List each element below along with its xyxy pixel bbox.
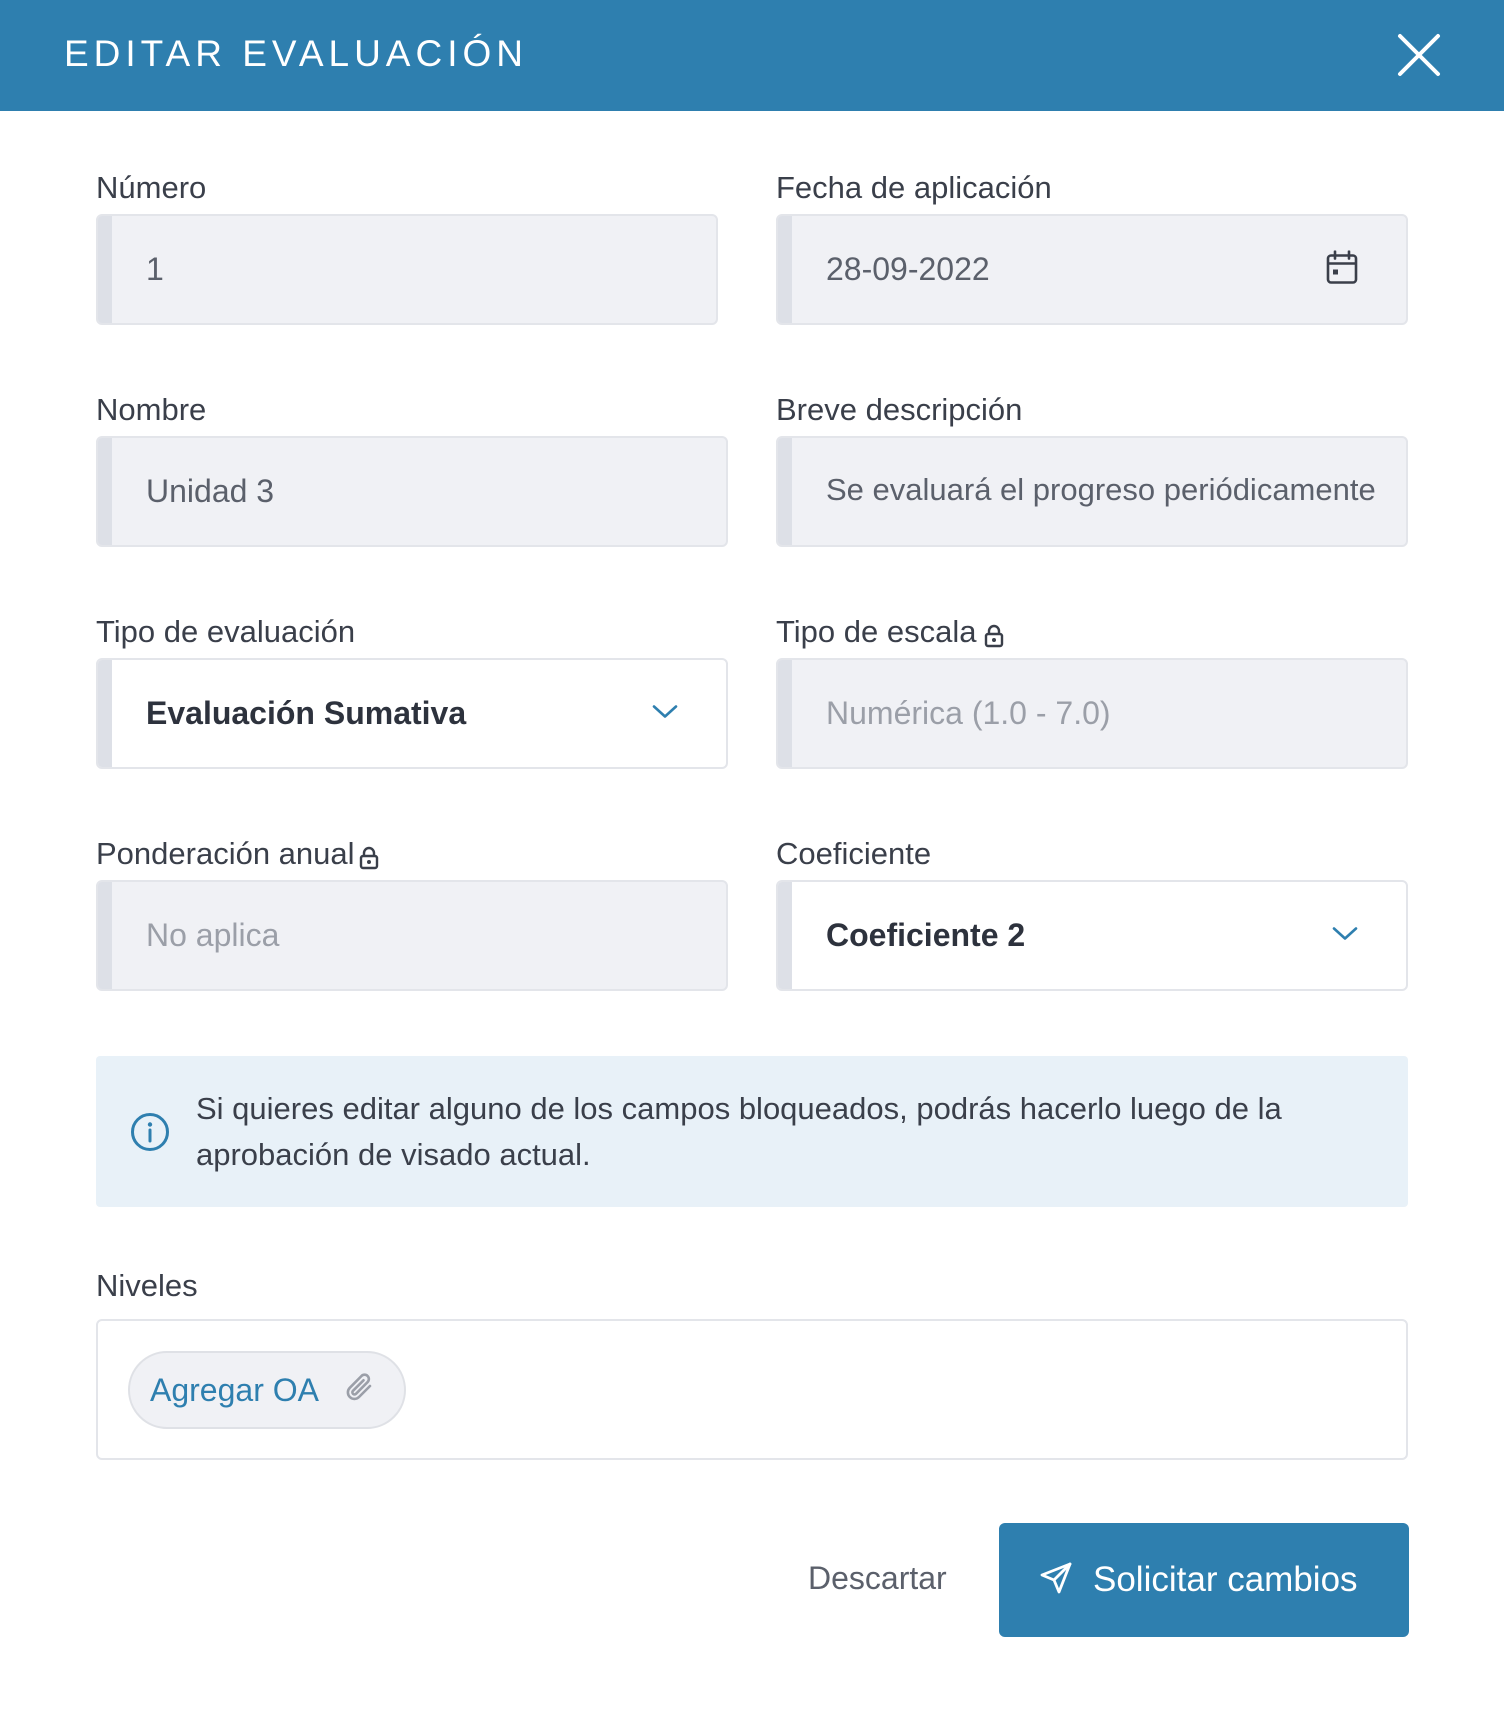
submit-changes-button[interactable] (999, 1523, 1409, 1637)
nombre-label (96, 392, 206, 428)
coeficiente-select[interactable] (776, 880, 1408, 991)
info-alert (96, 1056, 1408, 1207)
info-icon (130, 1112, 170, 1152)
tipo-evaluacion-label-text: Tipo de evaluación (96, 614, 356, 649)
modal-title: EDITAR EVALUACIÓN (64, 33, 528, 74)
send-icon (1039, 1561, 1073, 1600)
discard-button[interactable]: Descartar (808, 1560, 947, 1596)
info-text: Si quieres editar alguno de los campos bloqueados, podrás hacerlo luego de la aprobación de visado actual. (196, 1091, 1282, 1172)
coeficiente-label (776, 836, 931, 872)
descripcion-label (776, 392, 1022, 428)
numero-label (96, 170, 206, 206)
ponderacion-label (96, 836, 379, 872)
ponderacion-label-text: Ponderación anual (96, 836, 355, 871)
tipo-escala-value: Numérica (1.0 - 7.0) (826, 695, 1111, 731)
tipo-escala-label (776, 614, 1004, 650)
niveles-container (96, 1319, 1408, 1460)
calendar-icon[interactable] (1326, 250, 1358, 289)
ponderacion-input (96, 880, 728, 991)
niveles-label-text: Niveles (96, 1268, 198, 1303)
numero-value: 1 (146, 251, 164, 287)
modal-header (0, 0, 1504, 111)
niveles-label (96, 1268, 198, 1304)
fecha-input[interactable] (776, 214, 1408, 325)
add-oa-label: Agregar OA (150, 1371, 319, 1408)
nombre-value: Unidad 3 (146, 473, 275, 509)
add-oa-button[interactable] (128, 1351, 406, 1429)
fecha-label (776, 170, 1052, 206)
coeficiente-label-text: Coeficiente (776, 836, 932, 871)
tipo-escala-label-text: Tipo de escala (776, 614, 977, 649)
fecha-value: 28-09-2022 (826, 251, 990, 287)
descripcion-label-text: Breve descripción (776, 392, 1023, 427)
chevron-down-icon (1332, 925, 1358, 946)
submit-changes-label: Solicitar cambios (1093, 1560, 1358, 1599)
close-icon (1394, 30, 1444, 80)
ponderacion-value: No aplica (146, 917, 280, 953)
lock-icon (984, 620, 1004, 644)
numero-input[interactable] (96, 214, 718, 325)
tipo-evaluacion-label (96, 614, 355, 650)
tipo-evaluacion-value: Evaluación Sumativa (146, 695, 467, 731)
descripcion-value: Se evaluará el progreso periódicamente (826, 472, 1376, 507)
tipo-evaluacion-select[interactable] (96, 658, 728, 769)
coeficiente-value: Coeficiente 2 (826, 917, 1026, 953)
numero-label-text: Número (96, 170, 207, 205)
descripcion-input[interactable] (776, 436, 1408, 547)
nombre-input[interactable] (96, 436, 728, 547)
nombre-label-text: Nombre (96, 392, 207, 427)
close-button[interactable] (1394, 30, 1444, 80)
tipo-escala-input (776, 658, 1408, 769)
fecha-label-text: Fecha de aplicación (776, 170, 1052, 205)
paperclip-icon (343, 1371, 377, 1410)
lock-icon (359, 842, 379, 866)
chevron-down-icon (652, 703, 678, 724)
